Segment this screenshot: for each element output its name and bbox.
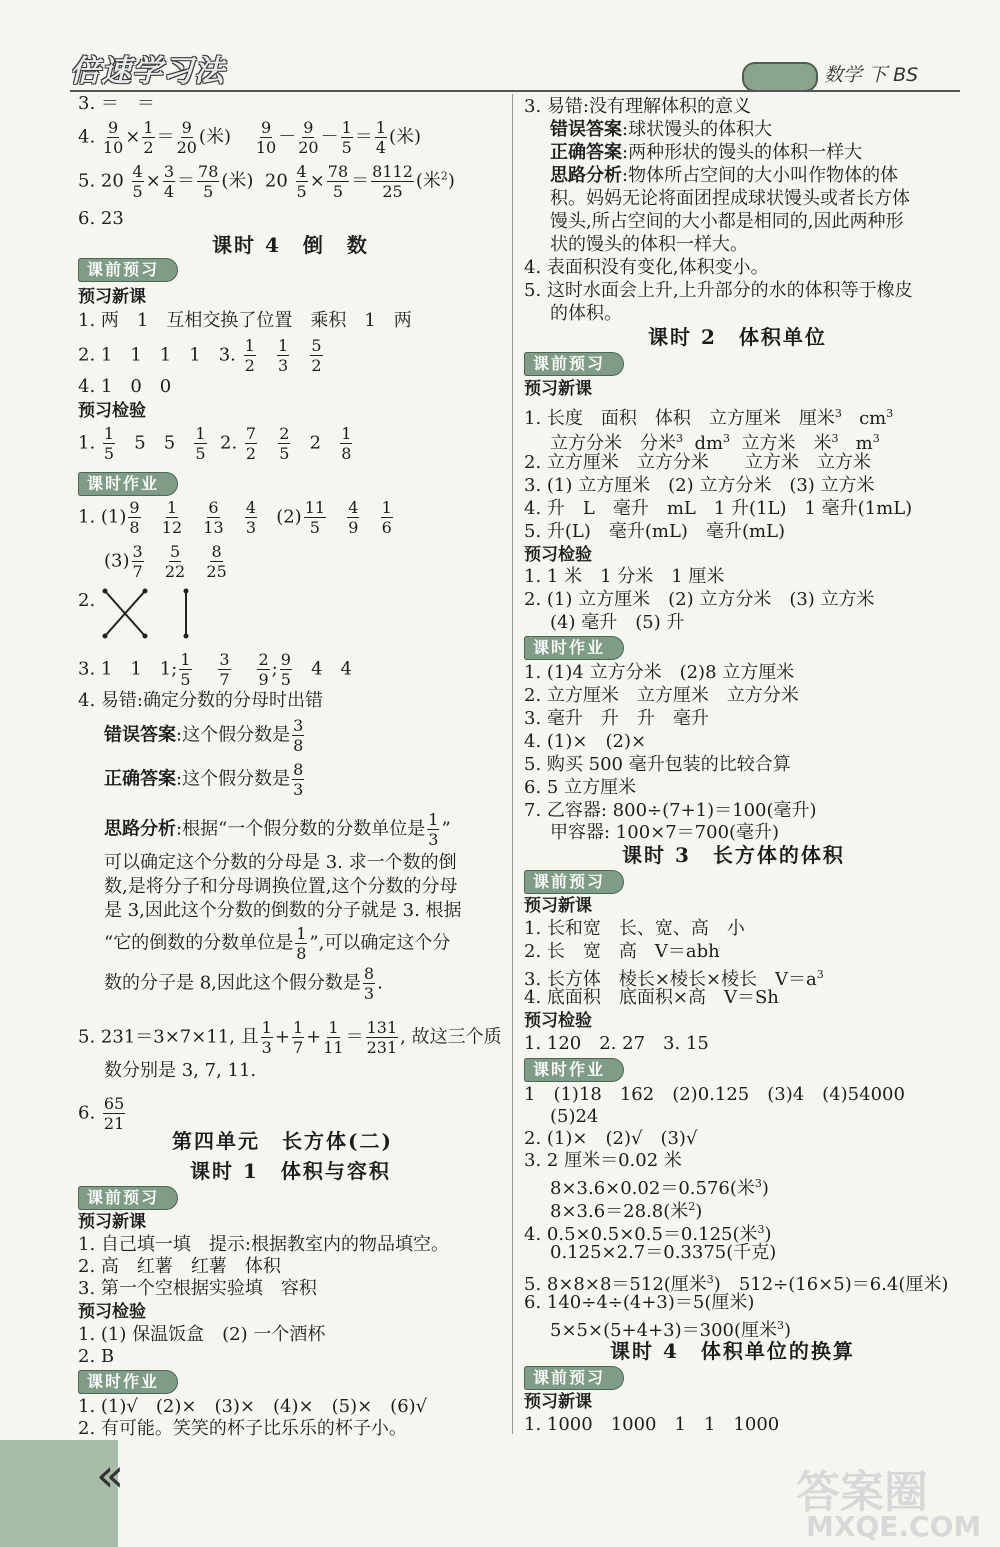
answer-line: 正确答案:这个假分数是 $\frac{8}{3}$ bbox=[104, 760, 304, 799]
answer-line: 4. 升 L 毫升 mL 1 升(1L) 1 毫升(1mL) bbox=[524, 498, 913, 519]
answer-line: 1. 长和宽 长、宽、高 小 bbox=[524, 918, 745, 939]
answer-line: 6. 140÷4÷(4+3)＝5(厘米) bbox=[524, 1292, 755, 1313]
answer-line: 错误答案:这个假分数是 $\frac{3}{8}$ bbox=[104, 716, 304, 755]
watermark: 答案圈 bbox=[796, 1467, 928, 1518]
answer-line: 3. (1) 立方厘米 (2) 立方分米 (3) 立方米 bbox=[524, 475, 875, 496]
answer-line: 状的馒头的体积一样大。 bbox=[550, 234, 748, 255]
answer-line: “它的倒数的分数单位是 $\frac{1}{8}$ ”,可以确定这个分 bbox=[104, 924, 451, 963]
answer-line: 8×3.6×0.02＝0.576(米$^3$) bbox=[550, 1177, 769, 1199]
answer-line: 4. 底面积 底面积×高 V＝Sh bbox=[524, 987, 779, 1008]
answer-line: 3. 长方体 棱长×棱长×棱长 $V=a^3$ bbox=[524, 968, 824, 990]
answer-line: 数分别是 3, 7, 11. bbox=[104, 1060, 257, 1081]
watermark-url: MXQE.COM bbox=[806, 1510, 982, 1543]
subsection-title: 预习检验 bbox=[78, 401, 146, 421]
answer-line: 7. 乙容器: 800÷(7+1)＝100(毫升) bbox=[524, 800, 817, 821]
lesson-title: 课时 4 体积单位的换算 bbox=[610, 1339, 855, 1363]
answer-line: 馒头,所占空间的大小都是相同的,因此两种形 bbox=[550, 211, 904, 232]
answer-line: 2. 立方厘米 立方分米 立方米 立方米 bbox=[524, 452, 871, 473]
left-column bbox=[0, 0, 510, 1440]
answer-line: 是 3,因此这个分数的倒数的分子就是 3. 根据 bbox=[104, 900, 462, 921]
answer-line: 思路分析:根据“一个假分数的分数单位是 $\frac{1}{3}$ ” bbox=[104, 810, 451, 849]
answer-line: 4. $\frac{9}{10}$ × $\frac{1}{2}$ ＝ $\frac{9}{20}$ (米) $\frac{9}{10}$ － $\frac{9}{20}$ － $\frac{1}{5}$ ＝ $\frac{1}{4}$ (米) bbox=[78, 118, 421, 157]
answer-line: 1. (1)√ (2)× (3)× (4)× (5)× (6)√ bbox=[78, 1396, 428, 1417]
answer-line: (4) 毫升 (5) 升 bbox=[550, 612, 685, 633]
answer-line: 甲容器: 100×7＝700(毫升) bbox=[550, 822, 780, 843]
answer-line: 可以确定这个分数的分母是 3. 求一个数的倒 bbox=[104, 852, 457, 873]
page-arrow-icon: « bbox=[96, 1448, 125, 1502]
header-subject: 数学 下 BS bbox=[824, 64, 919, 86]
answer-line: 3. 毫升 升 升 毫升 bbox=[524, 708, 709, 729]
answer-line: 5. 购买 500 毫升包装的比较合算 bbox=[524, 754, 791, 775]
answer-line: 1. 长度 面积 体积 立方厘米 厘米$^3$ $cm^3$ bbox=[524, 407, 894, 429]
answer-line: 1 (1)18 162 (2)0.125 (3)4 (4)54000 bbox=[524, 1084, 905, 1105]
answer-line: 2. (1) 立方厘米 (2) 立方分米 (3) 立方米 bbox=[524, 589, 875, 610]
subsection-title: 预习检验 bbox=[524, 1011, 592, 1031]
answer-line: 1. 1 米 1 分米 1 厘米 bbox=[524, 566, 725, 587]
answer-line: 1. 120 2. 27 3. 15 bbox=[524, 1033, 709, 1054]
subsection-title: 预习检验 bbox=[524, 545, 592, 565]
answer-line: 1. (1) $\frac{9}{8}$ $\frac{1}{12}$ $\frac{6}{13}$ $\frac{4}{3}$ (2) $\frac{11}{5}$ $\frac{4}{9}$ $\frac{1}{6}$ bbox=[78, 498, 392, 537]
answer-line: 6. 23 bbox=[78, 208, 124, 229]
answer-line: 5. 升(L) 毫升(mL) 毫升(mL) bbox=[524, 521, 786, 542]
section-tag: 课前预习 bbox=[78, 258, 178, 282]
answer-line: 0.125×2.7＝0.3375(千克) bbox=[550, 1242, 777, 1263]
answer-line: 2. 1 1 1 1 3. $\frac{1}{2}$ $\frac{1}{3}$ $\frac{5}{2}$ bbox=[78, 336, 322, 375]
answer-line: 3. 第一个空根据实验填 容积 bbox=[78, 1278, 317, 1299]
answer-line: 4. 易错:确定分数的分母时出错 bbox=[78, 690, 323, 711]
subsection-title: 预习检验 bbox=[78, 1302, 146, 1322]
answer-line: 1. 自己填一填 提示:根据教室内的物品填空。 bbox=[78, 1234, 449, 1255]
answer-line: 2. 长 宽 高 V＝abh bbox=[524, 941, 720, 962]
section-tag: 课前预习 bbox=[524, 870, 624, 894]
answer-line: 4. (1)× (2)× bbox=[524, 731, 647, 752]
answer-line: 1. (1) 保温饭盒 (2) 一个酒杯 bbox=[78, 1324, 326, 1345]
subsection-title: 预习新课 bbox=[524, 896, 592, 916]
answer-line: 2. 有可能。笑笑的杯子比乐乐的杯子小。 bbox=[78, 1418, 407, 1439]
answer-line: 8×3.6＝28.8(米$^2$) bbox=[550, 1200, 703, 1222]
answer-line: 积。妈妈无论将面团捏成球状馒头或者长方体 bbox=[550, 188, 910, 209]
answer-line: 2. B bbox=[78, 1346, 115, 1367]
lesson-title: 课时 3 长方体的体积 bbox=[622, 843, 845, 867]
answer-line: 立方分米 分米$^3$ $dm^3$ 立方米 米$^3$ $m^3$ bbox=[550, 432, 880, 454]
answer-line: 3. 2 厘米＝0.02 米 bbox=[524, 1150, 682, 1171]
answer-line: 数的分子是 8,因此这个假分数是 $\frac{8}{3}$ . bbox=[104, 964, 383, 1003]
answer-line: 4. 0.5×0.5×0.5＝0.125(米$^3$) bbox=[524, 1223, 772, 1245]
answer-line: 6. 5 立方厘米 bbox=[524, 777, 637, 798]
lesson-title: 课时 1 体积与容积 bbox=[190, 1159, 391, 1183]
unit-title: 第四单元 长方体(二) bbox=[172, 1129, 393, 1153]
answer-line: 2. (1)× (2)√ (3)√ bbox=[524, 1128, 698, 1149]
answer-line: 3. 易错:没有理解体积的意义 bbox=[524, 96, 751, 117]
lesson-title: 课时 4 倒 数 bbox=[212, 233, 369, 257]
answer-line: 2. 立方厘米 立方厘米 立方分米 bbox=[524, 685, 799, 706]
answer-line: 思路分析:物体所占空间的大小叫作物体的体 bbox=[550, 165, 899, 186]
answer-line: 正确答案:两种形状的馒头的体积一样大 bbox=[550, 142, 863, 163]
section-tag: 课前预习 bbox=[78, 1186, 178, 1210]
matching-lines-diagram bbox=[100, 586, 200, 646]
answer-line: 5×5×(5+4+3)＝300(厘米$^3$) bbox=[550, 1319, 792, 1341]
subsection-title: 预习新课 bbox=[524, 379, 592, 399]
book-logo: 倍速学习法 bbox=[70, 54, 225, 89]
answer-line: 2. bbox=[78, 590, 96, 611]
section-tag: 课时作业 bbox=[524, 636, 624, 660]
answer-line: 3. ＝ ＝ bbox=[78, 93, 155, 114]
answer-line: 5. 这时水面会上升,上升部分的水的体积等于橡皮 bbox=[524, 280, 913, 301]
subsection-title: 预习新课 bbox=[78, 1212, 146, 1232]
section-tag: 课前预习 bbox=[524, 352, 624, 376]
lesson-title: 课时 2 体积单位 bbox=[648, 325, 827, 349]
answer-line: 5. 8×8×8＝512(厘米$^3$) 512÷(16×5)＝6.4(厘米) bbox=[524, 1273, 949, 1295]
answer-line: 1. (1)4 立方分米 (2)8 立方厘米 bbox=[524, 662, 795, 683]
answer-line: 5. 20 $\frac{4}{5}$ × $\frac{3}{4}$ ＝ $\frac{78}{5}$ (米) 20 $\frac{4}{5}$ × $\frac{78}{5}$ ＝ $\frac{8112}{25}$ (米$^2$) bbox=[78, 162, 455, 201]
answer-line: 错误答案:球状馒头的体积大 bbox=[550, 119, 773, 140]
right-column bbox=[510, 0, 1000, 1440]
answer-line: 数,是将分子和分母调换位置,这个分数的分母 bbox=[104, 876, 458, 897]
section-tag: 课前预习 bbox=[524, 1366, 624, 1390]
answer-line: 4. 1 0 0 bbox=[78, 376, 172, 397]
answer-line: (3) $\frac{3}{7}$ $\frac{5}{22}$ $\frac{8}{25}$ bbox=[104, 542, 227, 581]
answer-line: 1. 1000 1000 1 1 1000 bbox=[524, 1414, 780, 1435]
section-tag: 课时作业 bbox=[524, 1058, 624, 1082]
section-tag: 课时作业 bbox=[78, 472, 178, 496]
answer-line: 1. 两 1 互相交换了位置 乘积 1 两 bbox=[78, 310, 412, 331]
answer-line: 6. $\frac{65}{21}$ bbox=[78, 1094, 125, 1133]
answer-line: (5)24 bbox=[550, 1106, 599, 1127]
answer-line: 3. 1 1 1; $\frac{1}{5}$ $\frac{3}{7}$ $\frac{2}{9}$ ; $\frac{9}{5}$ 4 4 bbox=[78, 650, 353, 689]
subsection-title: 预习新课 bbox=[524, 1392, 592, 1412]
answer-line: 1. $\frac{1}{5}$ 5 5 $\frac{1}{5}$ 2. $\frac{7}{2}$ $\frac{2}{5}$ 2 $\frac{1}{8}$ bbox=[78, 424, 352, 463]
answer-line: 2. 高 红薯 红薯 体积 bbox=[78, 1256, 281, 1277]
subsection-title: 预习新课 bbox=[78, 287, 146, 307]
answer-line: 的体积。 bbox=[550, 303, 622, 324]
section-tag: 课时作业 bbox=[78, 1370, 178, 1394]
answer-line: 5. 231＝3×7×11, 且 $\frac{1}{3}$ + $\frac{1}{7}$ + $\frac{1}{11}$ ＝ $\frac{131}{231}$ , 故这三个质 bbox=[78, 1018, 502, 1057]
answer-line: 4. 表面积没有变化,体积变小。 bbox=[524, 257, 769, 278]
